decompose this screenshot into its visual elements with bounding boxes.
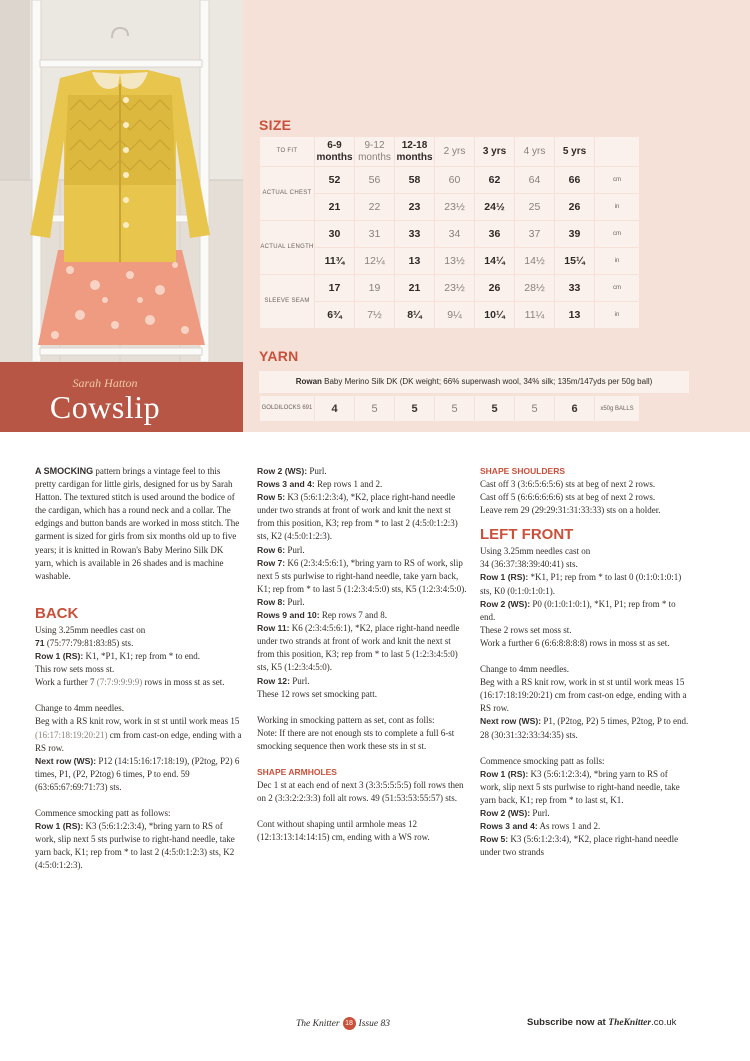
size-column-label: 6-9 months — [315, 137, 355, 167]
footer-subscribe[interactable] — [527, 1017, 676, 1028]
column-3 — [480, 465, 690, 859]
measurement-value: 23½ — [435, 194, 475, 221]
measurement-value: 33 — [395, 221, 435, 248]
measurement-value: 11¼ — [515, 302, 555, 329]
measurement-value: 7½ — [355, 302, 395, 329]
yarn-quantity: 6 — [555, 396, 595, 422]
measurement-value: 36 — [475, 221, 515, 248]
measurement-value: 60 — [435, 167, 475, 194]
lf-row-1: Row 1 (RS): *K1, P1; rep from * to last 0 (0:1:0:1:0:1) sts, K0 (0:1:0:1:0:1). — [480, 572, 682, 596]
size-header-row — [260, 137, 640, 167]
intro-lead: A SMOCKING — [35, 466, 94, 476]
measurement-value: 24½ — [475, 194, 515, 221]
yarn-details: Baby Merino Silk DK (DK weight; 66% superwash wool, 34% silk; 135m/147yds per 50g ball) — [321, 377, 653, 386]
designer-name: Sarah Hatton — [72, 376, 138, 390]
yarn-quantity: 5 — [515, 396, 555, 422]
measurement-value: 23½ — [435, 275, 475, 302]
measurement-value: 15¼ — [555, 248, 595, 275]
measurement-value: 14¼ — [475, 248, 515, 275]
title-block — [0, 362, 243, 432]
yarn-quantity: 4 — [315, 396, 355, 422]
lf-cast-on: Using 3.25mm needles cast on — [480, 546, 591, 557]
back-row-1: Row 1 (RS): K1, *P1, K1; rep from * to end. — [35, 651, 200, 662]
measurement-label: ACTUAL CHEST — [260, 167, 315, 221]
measurement-value: 12¼ — [355, 248, 395, 275]
measurement-unit: in — [595, 302, 640, 329]
measurement-value: 62 — [475, 167, 515, 194]
yarn-quantity: 5 — [435, 396, 475, 422]
yarn-row — [260, 396, 640, 422]
measurement-value: 37 — [515, 221, 555, 248]
subscribe-tld: .co.uk — [651, 1017, 677, 1028]
lf-smocking-rows-3-4: Rows 3 and 4: As rows 1 and 2. — [480, 821, 601, 832]
row-2: Row 2 (WS): Purl. — [257, 466, 327, 476]
measurement-row — [260, 167, 640, 194]
measurement-unit: cm — [595, 275, 640, 302]
measurement-value: 13 — [395, 248, 435, 275]
unit-empty — [595, 137, 640, 167]
yarn-brand: Rowan — [295, 377, 322, 386]
measurement-value: 66 — [555, 167, 595, 194]
lf-smocking-row-1: Row 1 (RS): K3 (5:6:1:2:3:4), *bring yarn to RS of work, slip next 5 sts purlwise to right-hand needle, take yarn back, K1; rep from * to last st, K1. — [480, 768, 680, 805]
measurement-value: 10¼ — [475, 302, 515, 329]
page-number: 18 — [343, 1017, 356, 1030]
measurement-value: 6¾ — [315, 302, 355, 329]
row-6: Row 6: Purl. — [257, 544, 305, 555]
intro-paragraph — [35, 465, 243, 583]
measurement-unit: in — [595, 194, 640, 221]
measurement-value: 33 — [555, 275, 595, 302]
measurement-unit: cm — [595, 221, 640, 248]
rows-set-note: These 12 rows set smocking patt. — [257, 688, 377, 699]
measurement-value: 9¼ — [435, 302, 475, 329]
yarn-quantity: 5 — [395, 396, 435, 422]
measurement-value: 11¾ — [315, 248, 355, 275]
lf-smocking-row-5: Row 5: K3 (5:6:1:2:3:4), *K2, place right-hand needle under two strands — [480, 834, 679, 858]
back-heading: BACK — [35, 604, 79, 622]
column-1 — [35, 465, 243, 872]
measurement-value: 26 — [555, 194, 595, 221]
measurement-value: 23 — [395, 194, 435, 221]
size-column-label: 12-18 months — [395, 137, 435, 167]
measurement-value: 58 — [395, 167, 435, 194]
row-12: Row 12: Purl. — [257, 675, 310, 686]
measurement-value: 13½ — [435, 248, 475, 275]
measurement-value: 30 — [315, 221, 355, 248]
shoulder-step-3: Leave rem 29 (29:29:31:31:33:33) sts on a holder. — [480, 505, 661, 516]
row-5: Row 5: K3 (5:6:1:2:3:4), *K2, place right-hand needle under two strands at front of work and knit the next st from this position, K3; rep from * to last 2 (4:5:0:1:2:3) sts, K2 (4:5:0:1:2:3). — [257, 492, 458, 542]
measurement-value: 28½ — [515, 275, 555, 302]
size-column-label: 9-12 months — [355, 137, 395, 167]
back-stst: Beg with a RS knit row, work in st st until work meas 15 (16:17:18:19:20:21) cm from cast-on edge, ending with a RS row. — [35, 716, 242, 753]
measurement-value: 52 — [315, 167, 355, 194]
back-smocking-row-1: Row 1 (RS): K3 (5:6:1:2:3:4), *bring yarn to RS of work, slip next 5 sts purlwise to right-hand needle, take yarn back, K1; rep from * to last 2 (4:5:0:1:2:3) sts, K2 (4:5:0:1:2:3). — [35, 821, 235, 871]
measurement-value: 21 — [315, 194, 355, 221]
lf-row-2: Row 2 (WS): P0 (0:1:0:1:0:1), *K1, P1; rep from * to end. — [480, 598, 676, 622]
to-fit-label: TO FIT — [260, 137, 315, 167]
intro-text: pattern brings a vintage feel to this pretty cardigan for little girls, designed for us by Sarah Hatton. The textured stitch is used around the bodice of the cardigan, which has a round neck and a collar. The edgings and button bands are worked in moss stitch. The garment is sized for girls from six months old up to five years; it is knitted in Rowan's Baby Merino Silk DK yarn, which is available in 26 shades and is machine washable. — [35, 466, 240, 581]
back-stitch-count: 71 (75:77:79:81:83:85) sts. — [35, 637, 134, 648]
measurement-unit: cm — [595, 167, 640, 194]
row-11: Row 11: K6 (2:3:4:5:6:1), *K2, place right-hand needle under two strands at front of work and knit the next st from this position, K3; rep from * to last 5 (1:2:3:4:5:0) sts, K5 (1:2:3:4:5:0). — [257, 623, 460, 673]
size-column-label: 2 yrs — [435, 137, 475, 167]
lf-moss-set: These 2 rows set moss st. — [480, 624, 572, 635]
lf-change-needles: Change to 4mm needles. — [480, 664, 569, 675]
lf-stitch-count-2: 28 (30:31:32:33:34:35) sts. — [480, 729, 578, 740]
measurement-value: 14½ — [515, 248, 555, 275]
measurement-value: 8¼ — [395, 302, 435, 329]
continue-note: Working in smocking pattern as set, cont as folls: — [257, 714, 435, 725]
yarn-quantity-table — [259, 395, 640, 422]
measurement-row — [260, 194, 640, 221]
measurement-value: 13 — [555, 302, 595, 329]
lf-stst: Beg with a RS knit row, work in st st until work meas 15 (16:17:18:19:20:21) cm from cast-on edge, ending with a RS row. — [480, 677, 687, 714]
measurement-value: 26 — [475, 275, 515, 302]
rows-9-10: Rows 9 and 10: Rep rows 7 and 8. — [257, 610, 388, 621]
back-cast-on: Using 3.25mm needles cast on — [35, 624, 146, 635]
shape-shoulders-heading: SHAPE SHOULDERS — [480, 466, 566, 476]
column-2 — [257, 465, 467, 844]
back-commence-smocking: Commence smocking patt as follows: — [35, 807, 171, 818]
yarn-quantity: 5 — [355, 396, 395, 422]
measurement-value: 19 — [355, 275, 395, 302]
shape-armholes-heading: SHAPE ARMHOLES — [257, 766, 337, 777]
measurement-value: 34 — [435, 221, 475, 248]
measurement-unit: in — [595, 248, 640, 275]
shoulder-step-1: Cast off 3 (3:6:5:6:5:6) sts at beg of next 2 rows. — [480, 479, 656, 489]
measurement-label: SLEEVE SEAM — [260, 275, 315, 329]
row-7: Row 7: K6 (2:3:4:5:6:1), *bring yarn to RS of work, slip next 5 sts purlwise to right-hand needle, take yarn back, K1; rep from * to last 5 (1:2:3:4:5:0) sts, K5 (1:2:3:4:5:0). — [257, 557, 467, 594]
yarn-unit: x50g BALLS — [595, 396, 640, 422]
measurement-value: 17 — [315, 275, 355, 302]
yarn-heading: YARN — [259, 348, 299, 364]
size-column-label: 5 yrs — [555, 137, 595, 167]
lf-smocking-row-2: Row 2 (WS): Purl. — [480, 807, 550, 818]
left-front-heading: LEFT FRONT — [480, 526, 574, 544]
smocking-note: Note: If there are not enough sts to complete a full 6-st smocking sequence then work these sts in st st. — [257, 727, 455, 751]
armhole-continue: Cont without shaping until armhole meas 12 (12:13:13:14:14:15) cm, ending with a WS row. — [257, 819, 430, 843]
measurement-value: 56 — [355, 167, 395, 194]
measurement-value: 21 — [395, 275, 435, 302]
back-further-rows: Work a further 7 (7:7:9:9:9:9) rows in moss st as set. — [35, 677, 225, 688]
cardigan-illustration — [0, 0, 243, 362]
measurement-row — [260, 302, 640, 329]
measurement-value: 64 — [515, 167, 555, 194]
cardigan-photo — [0, 0, 243, 362]
size-column-label: 3 yrs — [475, 137, 515, 167]
pattern-name: Cowslip — [49, 389, 161, 425]
subscribe-text: Subscribe now at — [527, 1017, 609, 1028]
measurement-row — [260, 248, 640, 275]
measurement-value: 39 — [555, 221, 595, 248]
yarn-description — [259, 371, 689, 393]
size-heading: SIZE — [259, 117, 292, 133]
measurement-label: ACTUAL LENGTH — [260, 221, 315, 275]
yarn-quantity: 5 — [475, 396, 515, 422]
lf-stitch-count: 34 (36:37:38:39:40:41) sts. — [480, 559, 578, 570]
measurement-value: 31 — [355, 221, 395, 248]
lf-commence-smocking: Commence smocking patt as folls: — [480, 755, 605, 766]
measurement-row — [260, 275, 640, 302]
shade-label: GOLDILOCKS 691 — [260, 396, 315, 422]
shoulder-step-2: Cast off 5 (6:6:6:6:6:6) sts at beg of next 2 rows. — [480, 492, 656, 503]
back-change-needles: Change to 4mm needles. — [35, 703, 124, 714]
issue-number: Issue 83 — [358, 1019, 390, 1030]
lf-next-row: Next row (WS): P1, (P2tog, P2) 5 times, P2tog, P to end. — [480, 716, 689, 727]
measurement-value: 25 — [515, 194, 555, 221]
rows-3-4: Rows 3 and 4: Rep rows 1 and 2. — [257, 479, 383, 490]
row-8: Row 8: Purl. — [257, 596, 305, 607]
magazine-name: The Knitter — [296, 1019, 340, 1030]
measurement-value: 22 — [355, 194, 395, 221]
measurement-row — [260, 221, 640, 248]
lf-further-rows: Work a further 6 (6:6:8:8:8:8) rows in moss st as set. — [480, 637, 670, 648]
size-table — [259, 136, 640, 329]
subscribe-site: TheKnitter — [608, 1018, 652, 1028]
back-moss-set: This row sets moss st. — [35, 664, 115, 675]
armhole-decrease: Dec 1 st at each end of next 3 (3:3:5:5:5:5) foll rows then on 2 (3:3:2:2:3:3) foll alt rows. 49 (51:53:53:55:57) sts. — [257, 779, 464, 804]
size-column-label: 4 yrs — [515, 137, 555, 167]
back-next-row: Next row (WS): P12 (14:15:16:17:18:19), (P2tog, P2) 6 times, P1, (P2, P2tog) 6 times, P to end. 59 (63:65:67:69:71:73) sts. — [35, 755, 240, 792]
footer-magazine — [296, 1017, 390, 1030]
